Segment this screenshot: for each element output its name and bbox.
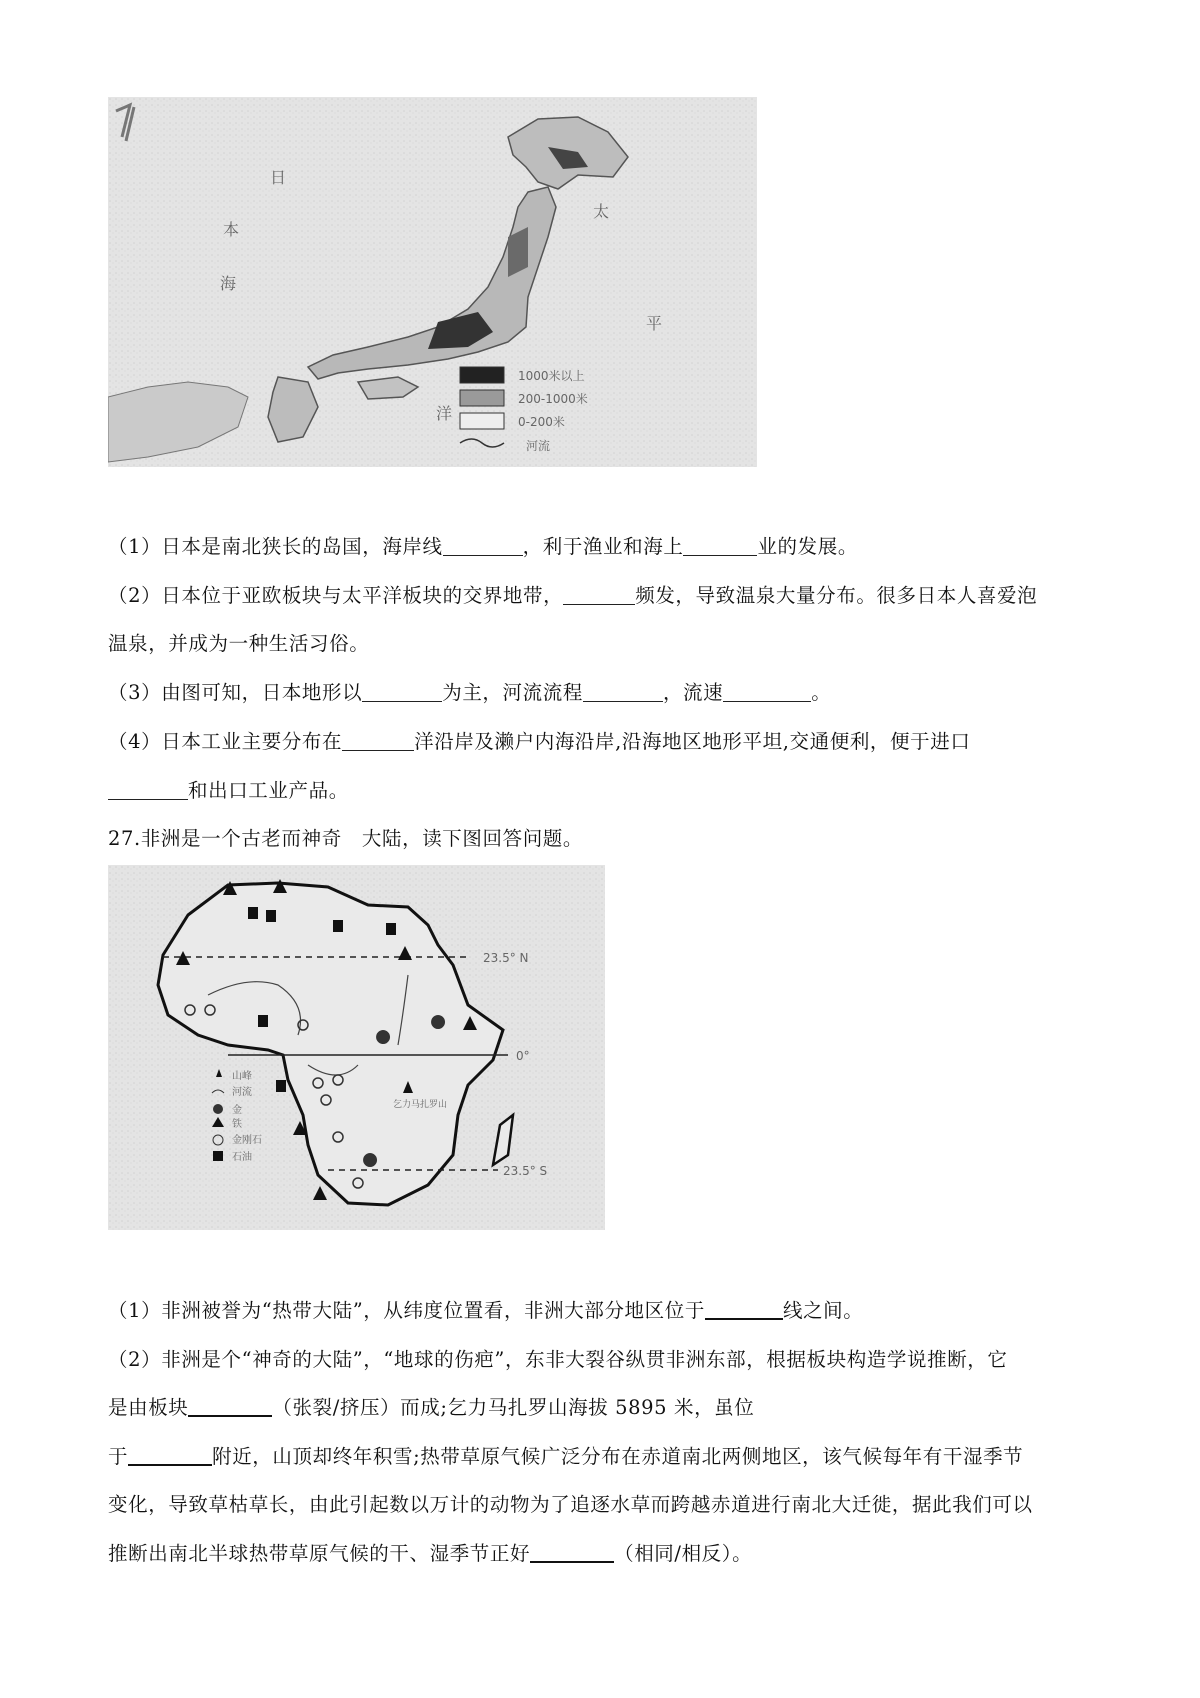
legend-label: 石油 xyxy=(232,1152,252,1163)
latitude-label: 23.5° N xyxy=(483,951,529,965)
question-line: （1）非洲被誉为“热带大陆”，从纬度位置看，非洲大部分地区位于 线之间。 xyxy=(108,1299,864,1322)
question-27-title: 27.非洲是一个古老而神奇 大陆，读下图回答问题。 xyxy=(108,827,584,850)
question-line: 是由板块 （张裂/挤压）而成;乞力马扎罗山海拔 5895 米，虽位 xyxy=(108,1396,755,1419)
japan-map-image xyxy=(108,97,757,467)
answer-blank[interactable] xyxy=(583,682,663,703)
question-line: （4）日本工业主要分布在 洋沿岸及濑户内海沿岸,沿海地区地形平坦,交通便利，便于进口 xyxy=(108,730,971,753)
answer-blank[interactable] xyxy=(443,536,523,557)
legend-label: 金 xyxy=(232,1105,242,1116)
sea-label: 海 xyxy=(220,274,237,293)
answer-blank[interactable] xyxy=(723,682,811,703)
legend-label: 铁 xyxy=(232,1119,242,1130)
sea-label: 本 xyxy=(223,220,240,239)
answer-blank[interactable] xyxy=(188,1396,272,1418)
legend-label: 河流 xyxy=(526,439,551,453)
latitude-label: 0° xyxy=(516,1049,530,1063)
africa-map-figure xyxy=(108,865,605,1230)
answer-blank[interactable] xyxy=(362,682,442,703)
peak-label: 乞力马扎罗山 xyxy=(393,1100,448,1110)
legend-label: 1000米以上 xyxy=(518,369,585,383)
answer-blank[interactable] xyxy=(342,731,414,752)
question-line: 温泉，并成为一种生活习俗。 xyxy=(108,632,370,655)
legend-label: 金刚石 xyxy=(232,1135,262,1146)
africa-map-image xyxy=(108,865,605,1230)
question-line: 变化，导致草枯草长，由此引起数以万计的动物为了追逐水草而跨越赤道进行南北大迁徙，据此我们可以 xyxy=(108,1493,1033,1516)
answer-blank[interactable] xyxy=(705,1299,783,1321)
answer-blank[interactable] xyxy=(108,780,188,801)
legend-label: 0-200米 xyxy=(518,415,565,429)
question-line: （2）非洲是个“神奇的大陆”，“地球的伤疤”，东非大裂谷纵贯非洲东部，根据板块构造学说推断，它 xyxy=(108,1348,1008,1371)
sea-label: 平 xyxy=(646,314,663,333)
legend-label: 河流 xyxy=(232,1087,252,1098)
sea-label: 洋 xyxy=(436,404,453,423)
answer-blank[interactable] xyxy=(563,585,635,606)
question-line: 于 附近，山顶却终年积雪;热带草原气候广泛分布在赤道南北两侧地区，该气候每年有干湿季节 xyxy=(108,1445,1024,1468)
answer-blank[interactable] xyxy=(683,536,757,557)
legend-label: 山峰 xyxy=(232,1071,252,1082)
japan-map-figure xyxy=(108,97,757,467)
answer-blank[interactable] xyxy=(530,1542,614,1564)
question-line: （3）由图可知，日本地形以 为主，河流流程 ，流速 。 xyxy=(108,681,832,704)
sea-label: 太 xyxy=(593,202,610,221)
latitude-label: 23.5° S xyxy=(503,1164,548,1178)
legend-label: 200-1000米 xyxy=(518,392,588,406)
sea-label: 日 xyxy=(270,168,287,187)
question-line: 和出口工业产品。 xyxy=(108,775,349,803)
question-line: （2）日本位于亚欧板块与太平洋板块的交界地带， 频发，导致温泉大量分布。很多日本人喜爱泡 xyxy=(108,584,1038,607)
answer-blank[interactable] xyxy=(128,1445,212,1467)
question-line: 推断出南北半球热带草原气候的干、湿季节正好 （相同/相反）。 xyxy=(108,1542,753,1565)
question-line: （1）日本是南北狭长的岛国，海岸线 ，利于渔业和海上 业的发展。 xyxy=(108,535,858,558)
